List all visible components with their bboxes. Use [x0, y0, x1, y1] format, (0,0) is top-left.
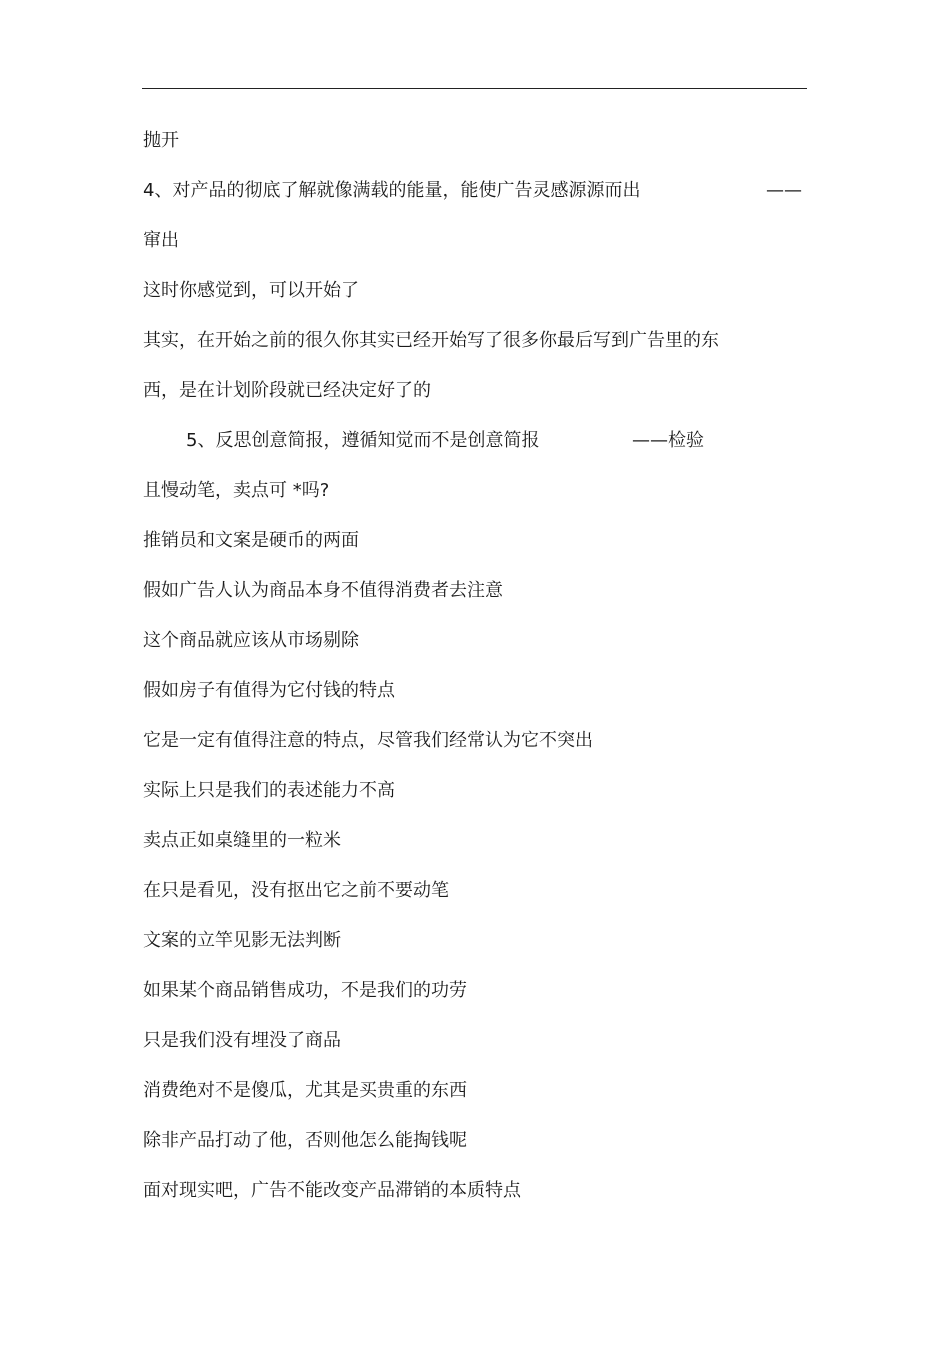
text-line: 除非产品打动了他，否则他怎么能掏钱呢 — [143, 1130, 467, 1151]
text-line: 5、反思创意简报，遵循知觉而不是创意简报 — [186, 430, 540, 451]
text-line: 在只是看见，没有抠出它之前不要动笔 — [143, 880, 449, 901]
text-line: 西，是在计划阶段就已经决定好了的 — [143, 380, 431, 401]
dash-mark: —— — [766, 180, 802, 201]
text-line: 假如广告人认为商品本身不值得消费者去注意 — [143, 580, 503, 601]
text-line: 如果某个商品销售成功，不是我们的功劳 — [143, 980, 467, 1001]
text-line: 且慢动笔，卖点可 *吗? — [143, 480, 330, 501]
text-line: 抛开 — [143, 130, 179, 151]
text-line: 假如房子有值得为它付钱的特点 — [143, 680, 395, 701]
text-line: 4、对产品的彻底了解就像满载的能量，能使广告灵感源源而出 — [143, 180, 641, 201]
text-line: 面对现实吧，广告不能改变产品滞销的本质特点 — [143, 1180, 521, 1201]
dash-mark: ——检验 — [632, 430, 704, 451]
text-line: 文案的立竿见影无法判断 — [143, 930, 341, 951]
text-line: 其实，在开始之前的很久你其实已经开始写了很多你最后写到广告里的东 — [143, 330, 719, 351]
text-line: 推销员和文案是硬币的两面 — [143, 530, 359, 551]
text-line: 卖点正如桌缝里的一粒米 — [143, 830, 341, 851]
text-line: 这个商品就应该从市场剔除 — [143, 630, 359, 651]
header-rule — [142, 88, 807, 89]
text-line: 窜出 — [143, 230, 179, 251]
text-line: 消费绝对不是傻瓜，尤其是买贵重的东西 — [143, 1080, 467, 1101]
text-line: 它是一定有值得注意的特点，尽管我们经常认为它不突出 — [143, 730, 593, 751]
text-line: 实际上只是我们的表述能力不高 — [143, 780, 395, 801]
text-line: 这时你感觉到，可以开始了 — [143, 280, 359, 301]
text-line: 只是我们没有埋没了商品 — [143, 1030, 341, 1051]
